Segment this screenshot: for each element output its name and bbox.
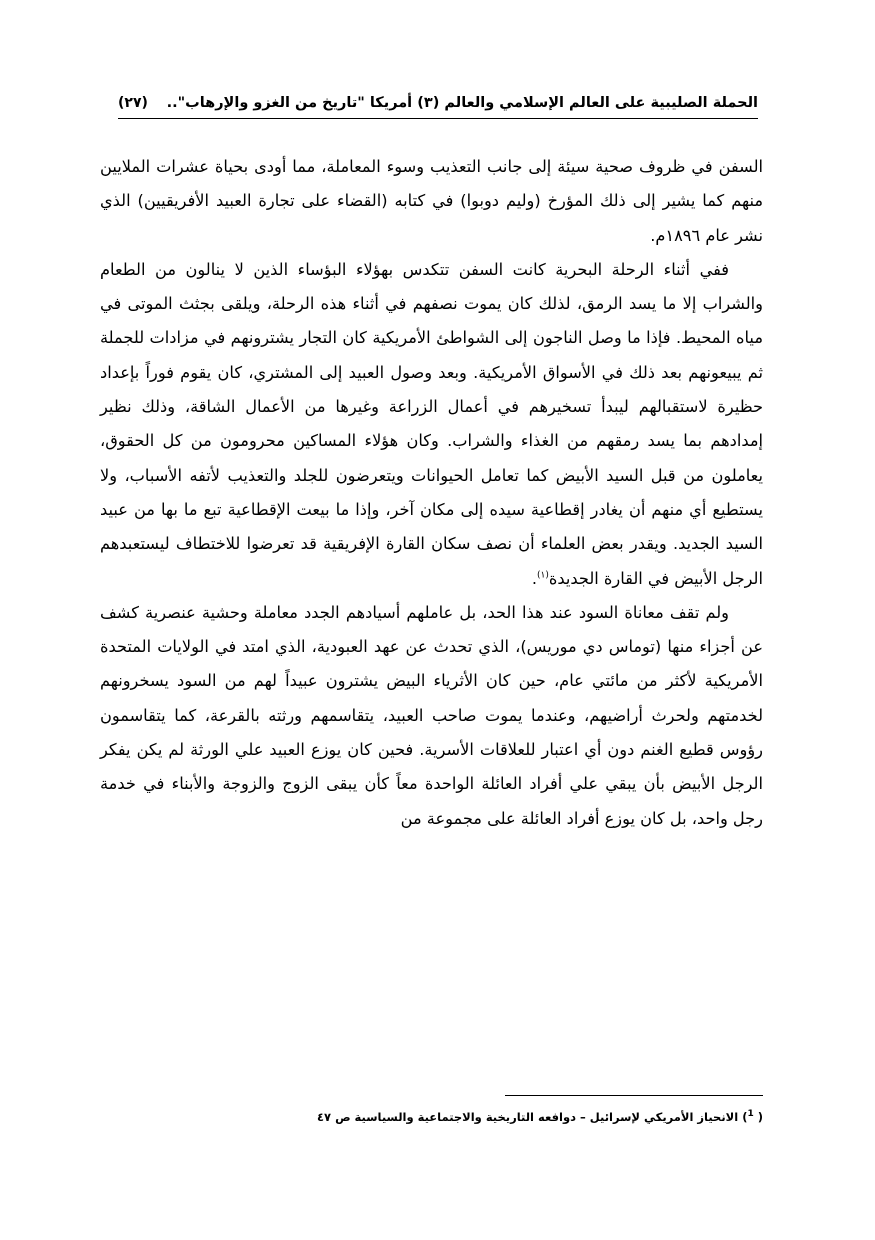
- paragraph-3: ولم تقف معاناة السود عند هذا الحد، بل عاملهم أسيادهم الجدد معاملة وحشية عنصرية كشف عن أجزاء منها (توماس دي موريس)، الذي تحدث عن عهد العبودية، الذي امتد في الولايات المتحدة الأمريكية لأكثر من مائتي عام، حين كان الأثرياء البيض يشترون عبيداً لهم من السود يسخرونهم لخدمتهم ولحرث أراضيهم، وعندما يموت صاحب العبيد، يتقاسمهم ورثته بالقرعة، كما يتقاسمون رؤوس قطيع الغنم دون أي اعتبار للعلاقات الأسرية. فحين كان يوزع العبيد علي الورثة لم يكن يفكر الرجل الأبيض بأن يبقي علي أفراد العائلة الواحدة معاً كأن يبقى الزوج والزوجة والأبناء في خدمة رجل واحد، بل كان يوزع أفراد العائلة على مجموعة من: [100, 602, 763, 828]
- footnote: [240, 1104, 763, 1127]
- footnote-marker: ( $^1$): [742, 1109, 763, 1124]
- footnote-separator: [505, 1095, 763, 1096]
- footnote-reference[interactable]: (١): [537, 570, 549, 581]
- page-number: (٢٧): [118, 95, 148, 111]
- paragraph-1: السفن في ظروف صحية سيئة إلى جانب التعذيب وسوء المعاملة، مما أودى بحياة عشرات الملايين منهم كما يشير إلى ذلك المؤرخ (وليم دوبوا) في كتابه (القضاء على تجارة العبيد الأفريقيين) الذي نشر عام ١٨٩٦م.: [100, 157, 763, 245]
- header-title: الحملة الصليبية على العالم الإسلامي والعالم (٣) أمريكا "تاريخ من الغزو والإرهاب"..: [166, 95, 758, 111]
- footnote-text: الانحياز الأمريكي لإسرائيل – دوافعه التاريخية والاجتماعية والسياسية ص ٤٧: [317, 1109, 739, 1124]
- paragraph-2: ففي أثناء الرحلة البحرية كانت السفن تتكدس بهؤلاء البؤساء الذين لا ينالون من الطعام والشراب إلا ما يسد الرمق، لذلك كان يموت نصفهم في أثناء هذه الرحلة، ويلقى بجثث الموتى في مياه المحيط. فإذا ما وصل الناجون إلى الشواطئ الأمريكية كان التجار يشترونهم في مزادات للجملة ثم يبيعونهم بعد ذلك في الأسواق الأمريكية. وبعد وصول العبيد إلى المشتري، كان يقوم فوراً بإعداد حظيرة لاستقبالهم ليبدأ تسخيرهم في أعمال الزراعة وغيرها من الأعمال الشاقة، وذلك نظير إمدادهم بما يسد رمقهم من الغذاء والشراب. وكان هؤلاء المساكين محرومون من كل الحقوق، يعاملون من قبل السيد الأبيض كما تعامل الحيوانات ويتعرضون للجلد والتعذيب لأتفه الأسباب، ولا يستطيع أي منهم أن يغادر إقطاعية سيده إلى مكان آخر، وإذا ما بيعت الإقطاعية تبع ما بها من عبيد السيد الجديد. ويقدر بعض العلماء أن نصف سكان القارة الإفريقية قد تعرضوا للاختطاف ليستعبدهم الرجل الأبيض في القارة الجديدة$^{(١)}$.: [100, 259, 763, 588]
- running-header: [118, 88, 758, 119]
- body-text: [100, 150, 763, 836]
